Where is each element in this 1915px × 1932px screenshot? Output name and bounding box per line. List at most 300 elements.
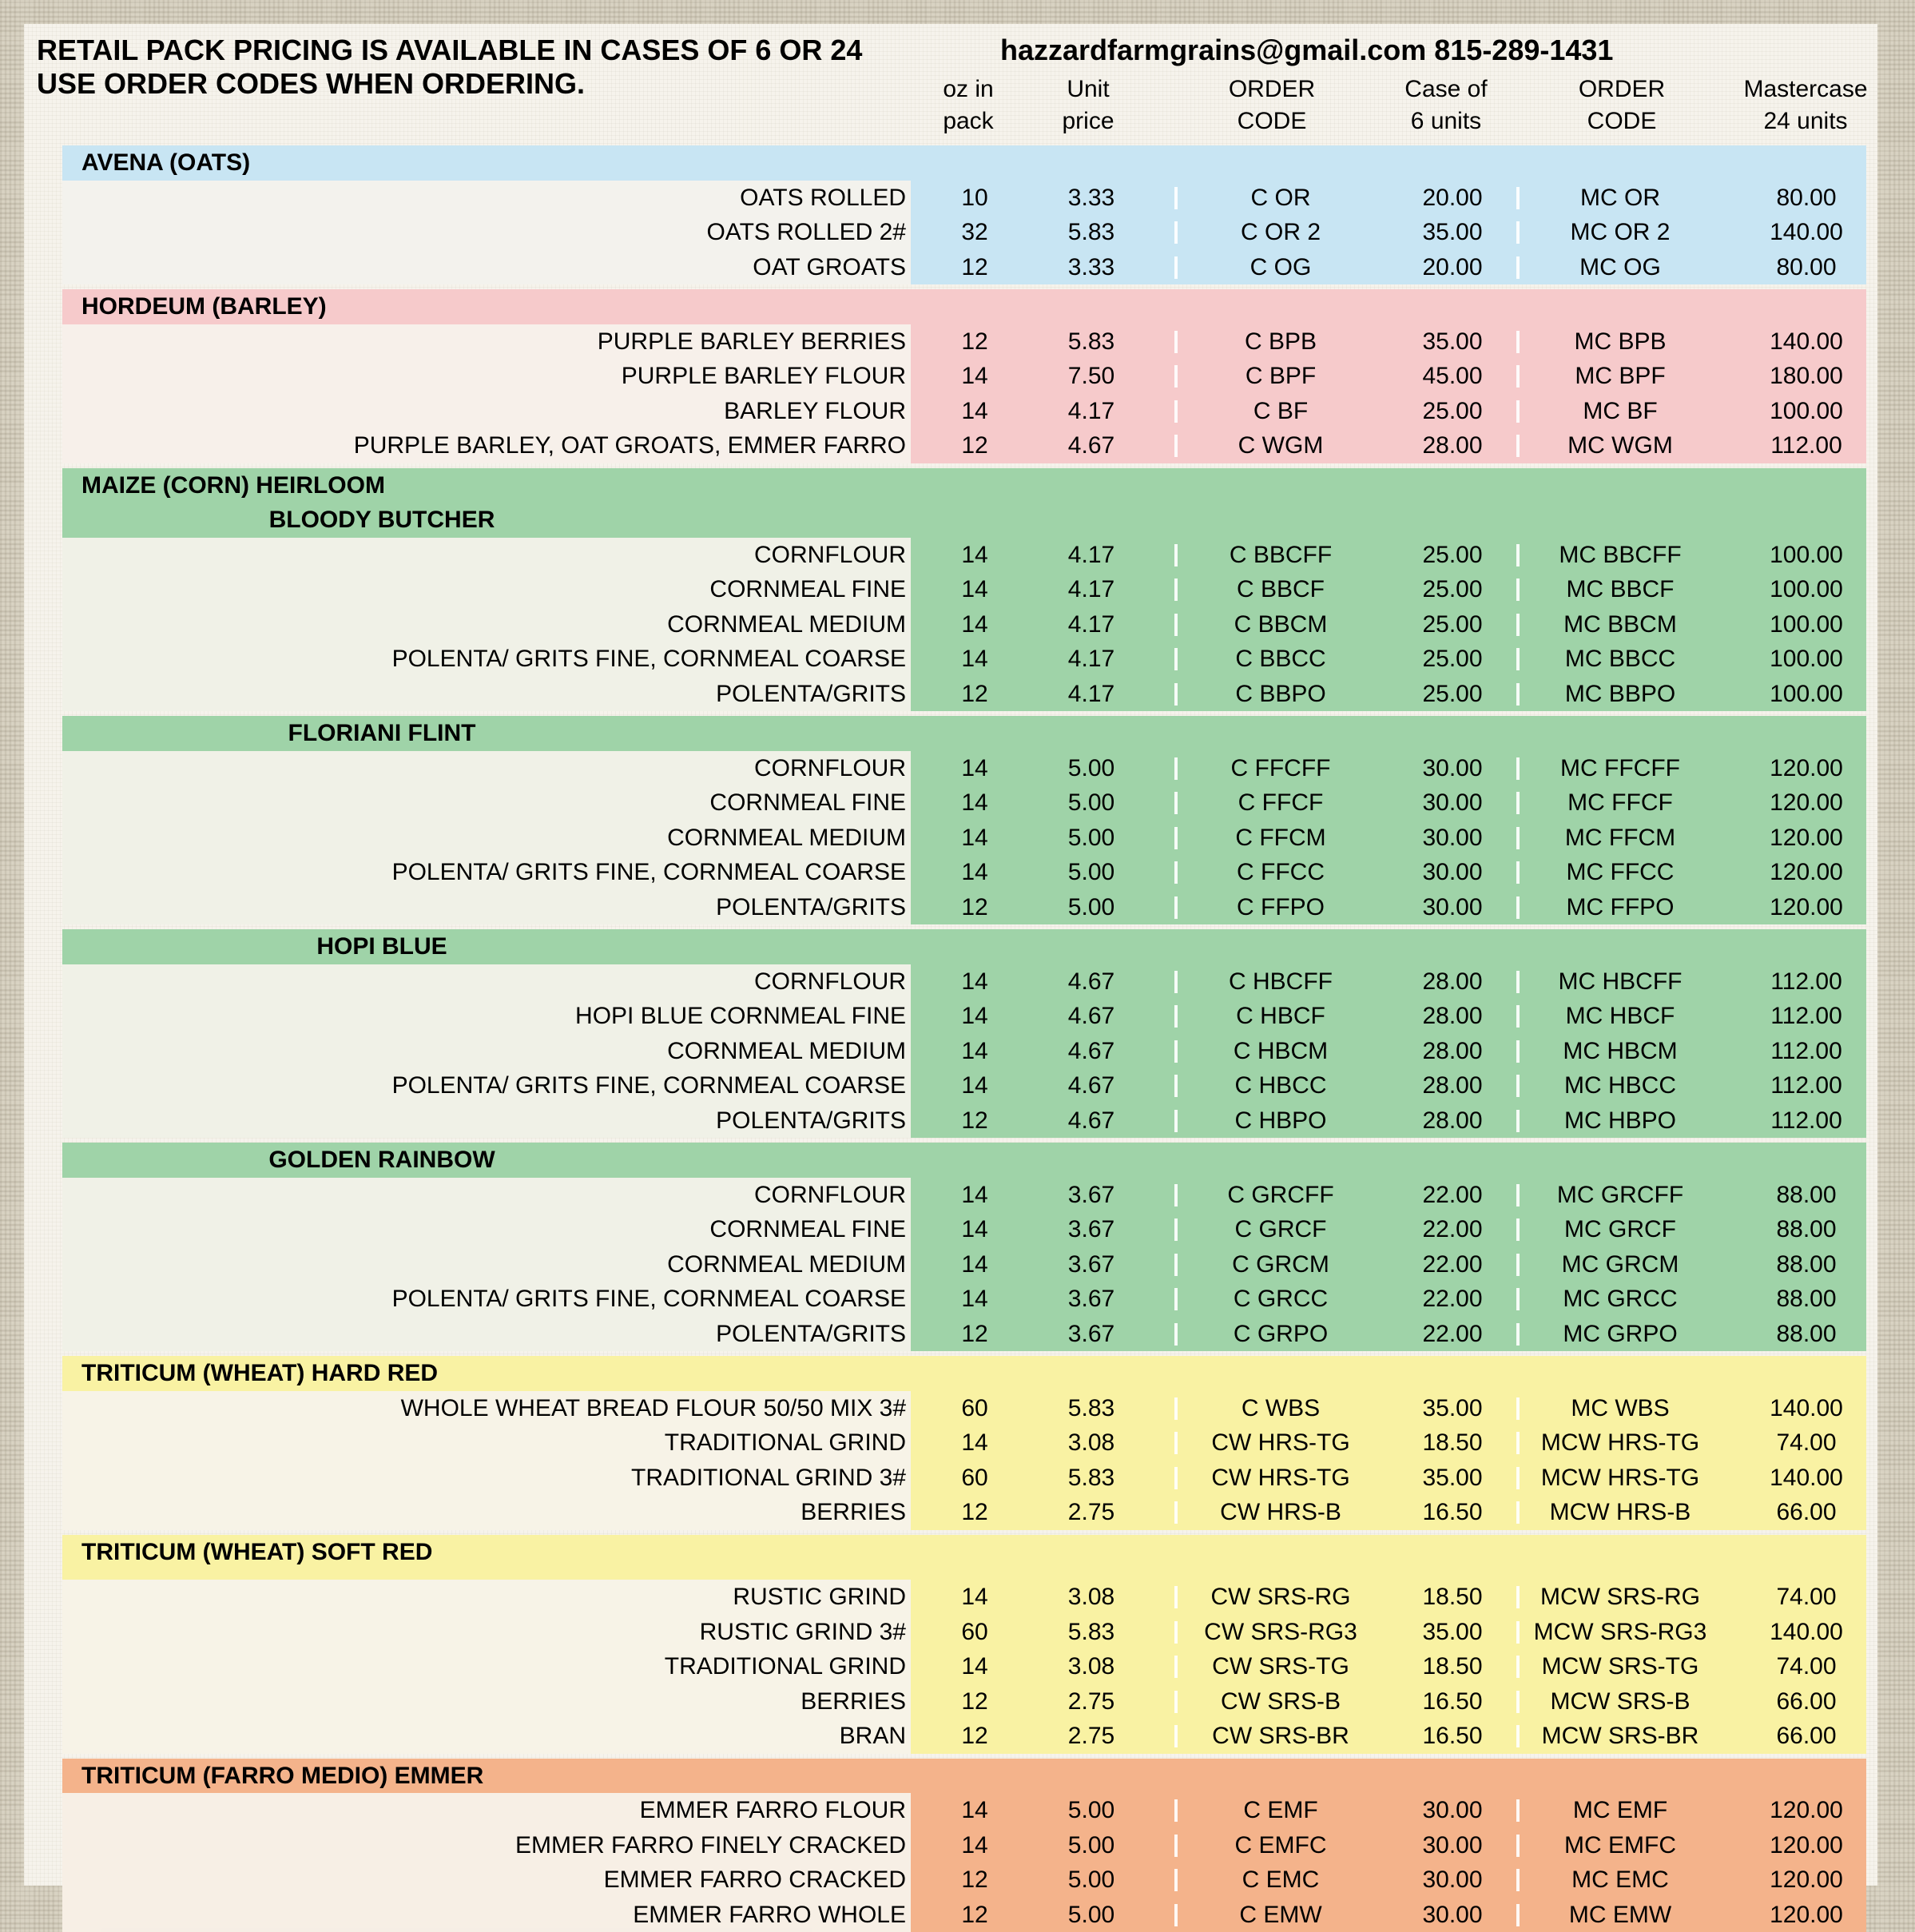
col-header-oz (928, 74, 1008, 137)
order-code: C BBCF (1236, 576, 1325, 602)
col-header-code-line1: ORDER (1228, 76, 1316, 102)
oz-in-pack: 14 (961, 1216, 988, 1242)
column-divider (1516, 1110, 1520, 1132)
unit-price: 4.17 (1067, 680, 1115, 707)
order-code: C GRCC (1233, 1286, 1329, 1312)
table-row (62, 785, 1866, 821)
unit-price: 4.67 (1067, 968, 1115, 995)
column-divider (1516, 1835, 1520, 1857)
mastercase-price: 140.00 (1770, 219, 1843, 245)
mastercase-price: 112.00 (1770, 1072, 1842, 1099)
mastercase-order-code: MCW SRS-RG (1540, 1584, 1700, 1611)
column-divider (1516, 1586, 1520, 1608)
column-divider (1516, 544, 1520, 566)
product-name: POLENTA/ GRITS FINE, CORNMEAL COARSE (62, 642, 911, 677)
section-subtitle: FLORIANI FLINT (288, 720, 476, 746)
column-divider (1174, 1656, 1178, 1678)
unit-price: 4.17 (1067, 576, 1115, 602)
section-title: HORDEUM (BARLEY) (81, 293, 327, 320)
column-divider (1516, 1323, 1520, 1346)
order-code: C FFCF (1238, 789, 1324, 816)
case-6-price: 30.00 (1422, 1901, 1483, 1928)
unit-price: 4.67 (1067, 1003, 1115, 1029)
table-row (62, 1461, 1866, 1496)
oz-in-pack: 14 (961, 824, 988, 851)
mastercase-price: 120.00 (1770, 754, 1843, 781)
mastercase-price: 140.00 (1770, 1618, 1843, 1645)
order-code: C EMFC (1234, 1831, 1327, 1858)
product-name: POLENTA/ GRITS FINE, CORNMEAL COARSE (62, 1068, 911, 1103)
column-divider (1174, 861, 1178, 884)
unit-price: 5.83 (1067, 219, 1115, 245)
column-divider (1516, 757, 1520, 780)
case-6-price: 22.00 (1422, 1216, 1483, 1242)
order-code: C BBCC (1235, 646, 1326, 672)
oz-in-pack: 14 (961, 968, 988, 995)
case-6-price: 30.00 (1422, 824, 1483, 851)
mastercase-order-code: MC HBCFF (1558, 968, 1683, 995)
column-divider (1174, 1432, 1178, 1454)
table-row (62, 1282, 1866, 1317)
product-name: CORNFLOUR (62, 751, 911, 786)
product-name: CORNMEAL FINE (62, 572, 911, 607)
case-6-price: 22.00 (1422, 1181, 1483, 1208)
column-divider (1516, 683, 1520, 706)
product-name: PURPLE BARLEY FLOUR (62, 359, 911, 394)
column-divider (1516, 365, 1520, 388)
table-row (62, 1034, 1866, 1069)
product-name: EMMER FARRO FLOUR (62, 1793, 911, 1828)
order-code: C GRCF (1234, 1216, 1327, 1242)
mastercase-price: 112.00 (1770, 1037, 1842, 1064)
order-code: C GRCFF (1227, 1181, 1334, 1208)
order-code: C HBCC (1234, 1072, 1327, 1099)
product-name: OATS ROLLED (62, 181, 911, 216)
column-divider (1174, 1904, 1178, 1926)
table-row (62, 1615, 1866, 1650)
unit-price: 3.08 (1067, 1653, 1115, 1680)
section-subtitle: BLOODY BUTCHER (268, 507, 495, 533)
product-name: CORNFLOUR (62, 964, 911, 1000)
oz-in-pack: 14 (961, 1250, 988, 1278)
oz-in-pack: 14 (961, 789, 988, 816)
mastercase-price: 100.00 (1770, 576, 1843, 602)
table-row (62, 1649, 1866, 1684)
oz-in-pack: 14 (961, 1797, 988, 1824)
column-divider (1516, 1184, 1520, 1207)
section-band (62, 1535, 1866, 1754)
order-code: C HBCM (1233, 1037, 1329, 1064)
product-name: WHOLE WHEAT BREAD FLOUR 50/50 MIX 3# (62, 1391, 911, 1426)
table-row (62, 1103, 1866, 1139)
case-6-price: 18.50 (1422, 1653, 1483, 1680)
oz-in-pack: 60 (961, 1618, 988, 1645)
order-code: CW SRS-RG (1210, 1584, 1351, 1611)
case-6-price: 25.00 (1422, 680, 1483, 707)
case-6-price: 30.00 (1422, 1866, 1483, 1894)
product-name: CORNFLOUR (62, 1178, 911, 1213)
mastercase-price: 74.00 (1776, 1584, 1837, 1611)
unit-price: 7.50 (1067, 363, 1115, 389)
table-row (62, 1068, 1866, 1103)
unit-price: 4.67 (1067, 432, 1115, 459)
unit-price: 3.08 (1067, 1429, 1115, 1456)
product-name: CORNMEAL MEDIUM (62, 821, 911, 856)
table-row (62, 572, 1866, 607)
order-code: CW SRS-BR (1212, 1723, 1349, 1750)
mastercase-price: 120.00 (1770, 1797, 1843, 1824)
unit-price: 3.67 (1067, 1286, 1115, 1312)
mastercase-order-code: MCW SRS-TG (1541, 1653, 1699, 1680)
mastercase-price: 80.00 (1776, 184, 1837, 211)
column-divider (1516, 1218, 1520, 1241)
section-subtitle: HOPI BLUE (316, 933, 447, 960)
mastercase-order-code: MC GRCFF (1556, 1181, 1684, 1208)
column-divider (1516, 827, 1520, 849)
col-header-order-code (1192, 74, 1352, 137)
section-subtitle: GOLDEN RAINBOW (268, 1147, 495, 1173)
case-6-price: 28.00 (1422, 968, 1483, 995)
col-header-unit-line2: price (1062, 108, 1114, 134)
oz-in-pack: 14 (961, 754, 988, 781)
product-name: CORNFLOUR (62, 538, 911, 573)
column-divider (1174, 1467, 1178, 1489)
mastercase-order-code: MC GRPO (1563, 1320, 1678, 1347)
column-divider (1516, 331, 1520, 353)
case-6-price: 16.50 (1422, 1688, 1483, 1715)
case-6-price: 28.00 (1422, 1037, 1483, 1064)
column-divider (1174, 1799, 1178, 1822)
case-6-price: 30.00 (1422, 754, 1483, 781)
order-code: C BPB (1244, 328, 1317, 355)
contact-info: hazzardfarmgrains@gmail.com 815-289-1431 (1000, 34, 1614, 66)
mastercase-price: 120.00 (1770, 1866, 1843, 1894)
mastercase-price: 88.00 (1776, 1181, 1837, 1208)
case-6-price: 16.50 (1422, 1499, 1483, 1525)
order-code: C WGM (1238, 432, 1324, 459)
col-header-case-line2: 6 units (1410, 108, 1482, 134)
unit-price: 3.33 (1067, 253, 1115, 280)
case-6-price: 28.00 (1422, 1003, 1483, 1029)
section-title: AVENA (OATS) (81, 149, 251, 176)
column-divider (1516, 1799, 1520, 1822)
product-name: EMMER FARRO FINELY CRACKED (62, 1828, 911, 1863)
column-divider (1174, 971, 1178, 993)
mastercase-order-code: MC OG (1579, 253, 1661, 280)
column-divider (1516, 1725, 1520, 1747)
case-6-price: 30.00 (1422, 789, 1483, 816)
section-band (62, 716, 1866, 924)
table-row (62, 1793, 1866, 1828)
column-divider (1516, 221, 1520, 244)
column-divider (1516, 1691, 1520, 1713)
mastercase-price: 112.00 (1770, 1107, 1842, 1134)
product-name: OAT GROATS (62, 250, 911, 285)
column-divider (1516, 792, 1520, 814)
col-header-oz-line1: oz in (943, 76, 994, 102)
column-divider (1174, 578, 1178, 601)
order-code: CW HRS-TG (1211, 1429, 1350, 1456)
product-name: BERRIES (62, 1684, 911, 1719)
column-divider (1174, 1184, 1178, 1207)
section-band (62, 1143, 1866, 1351)
table-row (62, 890, 1866, 925)
product-name: CORNMEAL FINE (62, 1212, 911, 1247)
order-code: C WBS (1241, 1394, 1321, 1421)
mastercase-price: 112.00 (1770, 968, 1842, 995)
section-band (62, 1759, 1866, 1932)
product-name: RUSTIC GRIND 3# (62, 1615, 911, 1650)
header-line-2: USE ORDER CODES WHEN ORDERING. (37, 67, 586, 100)
product-name: CORNMEAL FINE (62, 785, 911, 821)
mastercase-order-code: MCW HRS-TG (1540, 1429, 1700, 1456)
mastercase-price: 120.00 (1770, 1831, 1843, 1858)
unit-price: 4.17 (1067, 646, 1115, 672)
case-6-price: 25.00 (1422, 541, 1483, 568)
oz-in-pack: 12 (961, 1901, 988, 1928)
unit-price: 5.00 (1067, 859, 1115, 885)
mastercase-price: 120.00 (1770, 824, 1843, 851)
oz-in-pack: 60 (961, 1394, 988, 1421)
mastercase-order-code: MC FFCFF (1560, 754, 1680, 781)
case-6-price: 25.00 (1422, 646, 1483, 672)
col-header-mastercase (1726, 74, 1885, 137)
oz-in-pack: 12 (961, 1688, 988, 1715)
table-row (62, 1178, 1866, 1213)
oz-in-pack: 14 (961, 1072, 988, 1099)
oz-in-pack: 14 (961, 1286, 988, 1312)
col-header-unit-line1: Unit (1067, 76, 1110, 102)
order-code: C EMF (1243, 1797, 1318, 1824)
column-divider (1174, 757, 1178, 780)
case-6-price: 20.00 (1422, 253, 1483, 280)
mastercase-price: 100.00 (1770, 541, 1843, 568)
order-code: C FFCC (1237, 859, 1325, 885)
oz-in-pack: 12 (961, 893, 988, 920)
case-6-price: 35.00 (1422, 219, 1483, 245)
product-name: POLENTA/ GRITS FINE, CORNMEAL COARSE (62, 855, 911, 890)
unit-price: 5.00 (1067, 1901, 1115, 1928)
column-divider (1516, 1501, 1520, 1524)
column-divider (1516, 187, 1520, 209)
order-code: C GRCM (1232, 1250, 1329, 1278)
product-name: CORNMEAL MEDIUM (62, 1034, 911, 1069)
product-name: TRADITIONAL GRIND 3# (62, 1461, 911, 1496)
oz-in-pack: 14 (961, 576, 988, 602)
column-divider (1516, 1397, 1520, 1420)
section-title: TRITICUM (WHEAT) HARD RED (81, 1360, 439, 1386)
mastercase-price: 88.00 (1776, 1216, 1837, 1242)
section-band (62, 1356, 1866, 1530)
column-divider (1174, 1040, 1178, 1063)
mastercase-price: 120.00 (1770, 893, 1843, 920)
col-header-master-line1: Mastercase (1743, 76, 1868, 102)
col-header-case-6 (1382, 74, 1510, 137)
column-divider (1516, 256, 1520, 279)
table-row (62, 642, 1866, 677)
table-row (62, 428, 1866, 463)
mastercase-order-code: MC HBCF (1565, 1003, 1675, 1029)
mastercase-order-code: MC EMC (1571, 1866, 1669, 1894)
order-code: CW SRS-TG (1212, 1653, 1349, 1680)
mastercase-order-code: MC WBS (1571, 1394, 1670, 1421)
mastercase-order-code: MC BF (1583, 397, 1658, 424)
unit-price: 5.00 (1067, 789, 1115, 816)
col-header-mcode-line2: CODE (1587, 108, 1657, 134)
mastercase-order-code: MC BBCF (1566, 576, 1675, 602)
unit-price: 3.67 (1067, 1181, 1115, 1208)
mastercase-order-code: MC GRCC (1563, 1286, 1678, 1312)
column-divider (1516, 614, 1520, 636)
unit-price: 2.75 (1067, 1723, 1115, 1750)
oz-in-pack: 12 (961, 432, 988, 459)
unit-price: 2.75 (1067, 1499, 1115, 1525)
mastercase-price: 120.00 (1770, 789, 1843, 816)
table-row (62, 1391, 1866, 1426)
product-name: RUSTIC GRIND (62, 1580, 911, 1615)
column-divider (1516, 1040, 1520, 1063)
oz-in-pack: 14 (961, 397, 988, 424)
column-divider (1516, 1432, 1520, 1454)
order-code: C BPF (1245, 363, 1317, 389)
column-divider (1174, 187, 1178, 209)
order-code: CW HRS-B (1220, 1499, 1341, 1525)
unit-price: 5.83 (1067, 1618, 1115, 1645)
oz-in-pack: 14 (961, 541, 988, 568)
table-row (62, 1247, 1866, 1282)
order-code: C BBPO (1235, 680, 1326, 707)
case-6-price: 22.00 (1422, 1250, 1483, 1278)
mastercase-order-code: MC BPB (1574, 328, 1667, 355)
mastercase-order-code: MC EMW (1568, 1901, 1672, 1928)
unit-price: 5.00 (1067, 893, 1115, 920)
price-sheet (24, 24, 1877, 1928)
column-divider (1174, 1621, 1178, 1644)
col-header-mcode-line1: ORDER (1578, 76, 1666, 102)
column-divider (1516, 578, 1520, 601)
mastercase-price: 88.00 (1776, 1286, 1837, 1312)
column-divider (1516, 1869, 1520, 1891)
unit-price: 4.17 (1067, 397, 1115, 424)
oz-in-pack: 14 (961, 1584, 988, 1611)
mastercase-order-code: MC BBCM (1563, 610, 1677, 638)
column-divider (1516, 1005, 1520, 1028)
table-row (62, 821, 1866, 856)
table-row (62, 538, 1866, 573)
oz-in-pack: 12 (961, 1499, 988, 1525)
table-row (62, 751, 1866, 786)
column-divider (1174, 1397, 1178, 1420)
column-divider (1516, 1467, 1520, 1489)
order-code: C OG (1250, 253, 1312, 280)
mastercase-price: 180.00 (1770, 363, 1843, 389)
product-name: POLENTA/ GRITS FINE, CORNMEAL COARSE (62, 1282, 911, 1317)
mastercase-order-code: MC FFCC (1566, 859, 1675, 885)
column-divider (1516, 896, 1520, 919)
header-line-1: RETAIL PACK PRICING IS AVAILABLE IN CASES OF 6 OR 24 (37, 34, 863, 66)
oz-in-pack: 12 (961, 1866, 988, 1894)
column-divider (1174, 1254, 1178, 1276)
section-title: MAIZE (CORN) HEIRLOOM (81, 471, 385, 499)
case-6-price: 30.00 (1422, 859, 1483, 885)
section-band (62, 468, 1866, 712)
product-name: PURPLE BARLEY, OAT GROATS, EMMER FARRO (62, 428, 911, 463)
order-code: C HBPO (1234, 1107, 1327, 1134)
order-code: C OR 2 (1240, 219, 1321, 245)
mastercase-order-code: MCW SRS-BR (1541, 1723, 1699, 1750)
oz-in-pack: 14 (961, 1181, 988, 1208)
order-code: CW SRS-RG3 (1204, 1618, 1357, 1645)
column-divider (1174, 1501, 1178, 1524)
case-6-price: 28.00 (1422, 1072, 1483, 1099)
mastercase-price: 100.00 (1770, 610, 1843, 638)
case-6-price: 28.00 (1422, 1107, 1483, 1134)
oz-in-pack: 14 (961, 1037, 988, 1064)
product-name: OATS ROLLED 2# (62, 215, 911, 250)
case-6-price: 22.00 (1422, 1320, 1483, 1347)
product-name: BERRIES (62, 1495, 911, 1530)
order-code: CW HRS-TG (1211, 1464, 1350, 1491)
unit-price: 2.75 (1067, 1688, 1115, 1715)
table-row (62, 999, 1866, 1034)
mastercase-order-code: MCW SRS-B (1550, 1688, 1691, 1715)
product-name: PURPLE BARLEY BERRIES (62, 324, 911, 360)
product-name: POLENTA/GRITS (62, 1103, 911, 1139)
column-divider (1516, 1656, 1520, 1678)
oz-in-pack: 12 (961, 1723, 988, 1750)
section-title: TRITICUM (WHEAT) SOFT RED (81, 1538, 433, 1565)
mastercase-order-code: MC EMF (1572, 1797, 1668, 1824)
order-code: C EMW (1239, 1901, 1322, 1928)
table-row (62, 181, 1866, 216)
column-divider (1174, 1869, 1178, 1891)
case-6-price: 28.00 (1422, 432, 1483, 459)
order-code: C HBCFF (1229, 968, 1333, 995)
column-divider (1174, 1835, 1178, 1857)
column-divider (1516, 435, 1520, 457)
column-divider (1174, 400, 1178, 423)
column-divider (1516, 861, 1520, 884)
order-code: C BBCM (1234, 610, 1328, 638)
column-divider (1174, 1110, 1178, 1132)
mastercase-price: 100.00 (1770, 646, 1843, 672)
mastercase-order-code: MC BBCFF (1559, 541, 1682, 568)
case-6-price: 25.00 (1422, 397, 1483, 424)
column-divider (1174, 1691, 1178, 1713)
mastercase-price: 112.00 (1770, 1003, 1842, 1029)
case-6-price: 35.00 (1422, 1618, 1483, 1645)
table-row (62, 215, 1866, 250)
col-header-master-line2: 24 units (1763, 108, 1848, 134)
mastercase-order-code: MC HBCM (1563, 1037, 1678, 1064)
column-divider (1516, 1904, 1520, 1926)
mastercase-order-code: MC BBPO (1564, 680, 1676, 707)
mastercase-order-code: MC EMFC (1564, 1831, 1676, 1858)
mastercase-price: 140.00 (1770, 328, 1843, 355)
mastercase-price: 120.00 (1770, 859, 1843, 885)
column-divider (1174, 1075, 1178, 1097)
unit-price: 5.83 (1067, 1464, 1115, 1491)
mastercase-price: 80.00 (1776, 253, 1837, 280)
oz-in-pack: 12 (961, 680, 988, 707)
case-6-price: 25.00 (1422, 610, 1483, 638)
product-name: TRADITIONAL GRIND (62, 1425, 911, 1461)
order-code: C FFCM (1235, 824, 1326, 851)
table-row (62, 394, 1866, 429)
unit-price: 3.08 (1067, 1584, 1115, 1611)
column-divider (1174, 435, 1178, 457)
mastercase-order-code: MC FFPO (1566, 893, 1675, 920)
